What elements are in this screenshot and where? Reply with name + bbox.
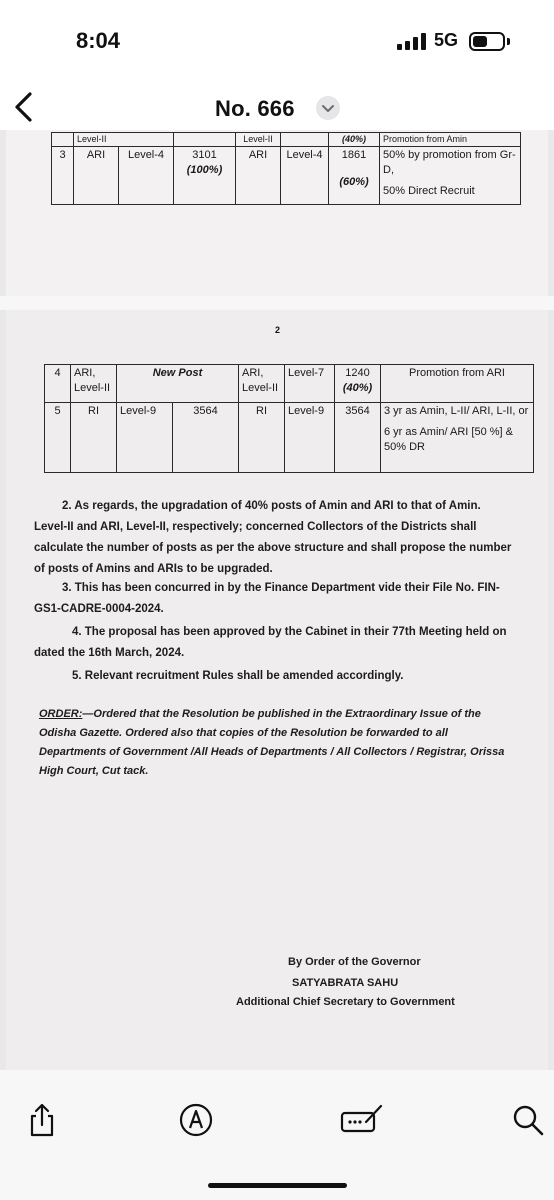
paragraph-5: 5. Relevant recruitment Rules shall be amended accordingly. [72,670,404,682]
document-viewer[interactable] [0,130,554,1070]
cadre-table-page1 [51,132,521,205]
signature-line-1: By Order of the Governor [288,956,421,968]
markup-icon[interactable] [178,1102,214,1138]
paragraph-3: 3. This has been concurred in by the Finance Department vide their File No. FIN-GS1-CADRE-0004-2024. [34,582,500,615]
cadre-table-page2 [44,364,534,473]
paragraph-2: 2. As regards, the upgradation of 40% posts of Amin and ARI to that of Amin. Level-II and ARI, Level-II, respectively; concerned Collectors of the Districts shall calculate the number of posts as per the above structure and shall propose the number of posts of Amins and ARIs to be upgraded. [34,500,512,575]
page-number: 2 [275,325,281,335]
table-row: 5 RI Level-9 3564 RI Level-9 3564 3 yr as Amin, L-II/ ARI, L-II, or 6 yr as Amin/ ARI [50 %] & 50% DR [45,403,534,473]
network-type: 5G [434,30,459,50]
clock: 8:04 [76,28,121,53]
page-2 [6,310,548,1070]
back-chevron-icon[interactable] [10,90,40,124]
search-icon[interactable] [510,1102,546,1138]
page-gap [0,296,554,310]
battery-icon [469,32,505,51]
signature-designation: Additional Chief Secretary to Government [236,996,455,1008]
page-1 [6,130,548,296]
order-text: —Ordered that the Resolution be published in the Extraordinary Issue of the Odisha Gazette. Ordered also that copies of the Resolution be forwarded to all Departments of Government /All Heads of Departments / All Collectors / Registrar, Orissa High Court, Cut tack. [39,708,505,777]
table-row: Level-II Level-II (40%) Promotion from Amin [52,133,521,147]
order-paragraph [39,705,509,781]
paragraph-4: 4. The proposal has been approved by the Cabinet in their 77th Meeting held on dated the 16th March, 2024. [34,626,507,659]
table-row: 3 ARI Level-4 3101 (100%) ARI Level-4 1861 (60%) 50% by promotion from Gr-D, 50% Direct Recruit [52,147,521,205]
document-title: No. 666 [215,96,295,121]
bottom-toolbar [0,1070,554,1200]
title-menu-chevron-icon[interactable] [316,96,340,120]
status-bar [0,0,554,84]
signature-name: SATYABRATA SAHU [292,977,399,989]
form-fill-icon[interactable] [340,1102,384,1138]
battery-nub [507,38,510,45]
order-label: ORDER: [39,708,83,720]
cellular-signal-icon [397,33,427,50]
home-indicator[interactable] [208,1183,347,1188]
nav-bar [0,84,554,130]
share-icon[interactable] [24,1102,60,1138]
table-row: 4 ARI, Level-II New Post ARI, Level-II Level-7 1240 (40%) Promotion from ARI [45,365,534,403]
